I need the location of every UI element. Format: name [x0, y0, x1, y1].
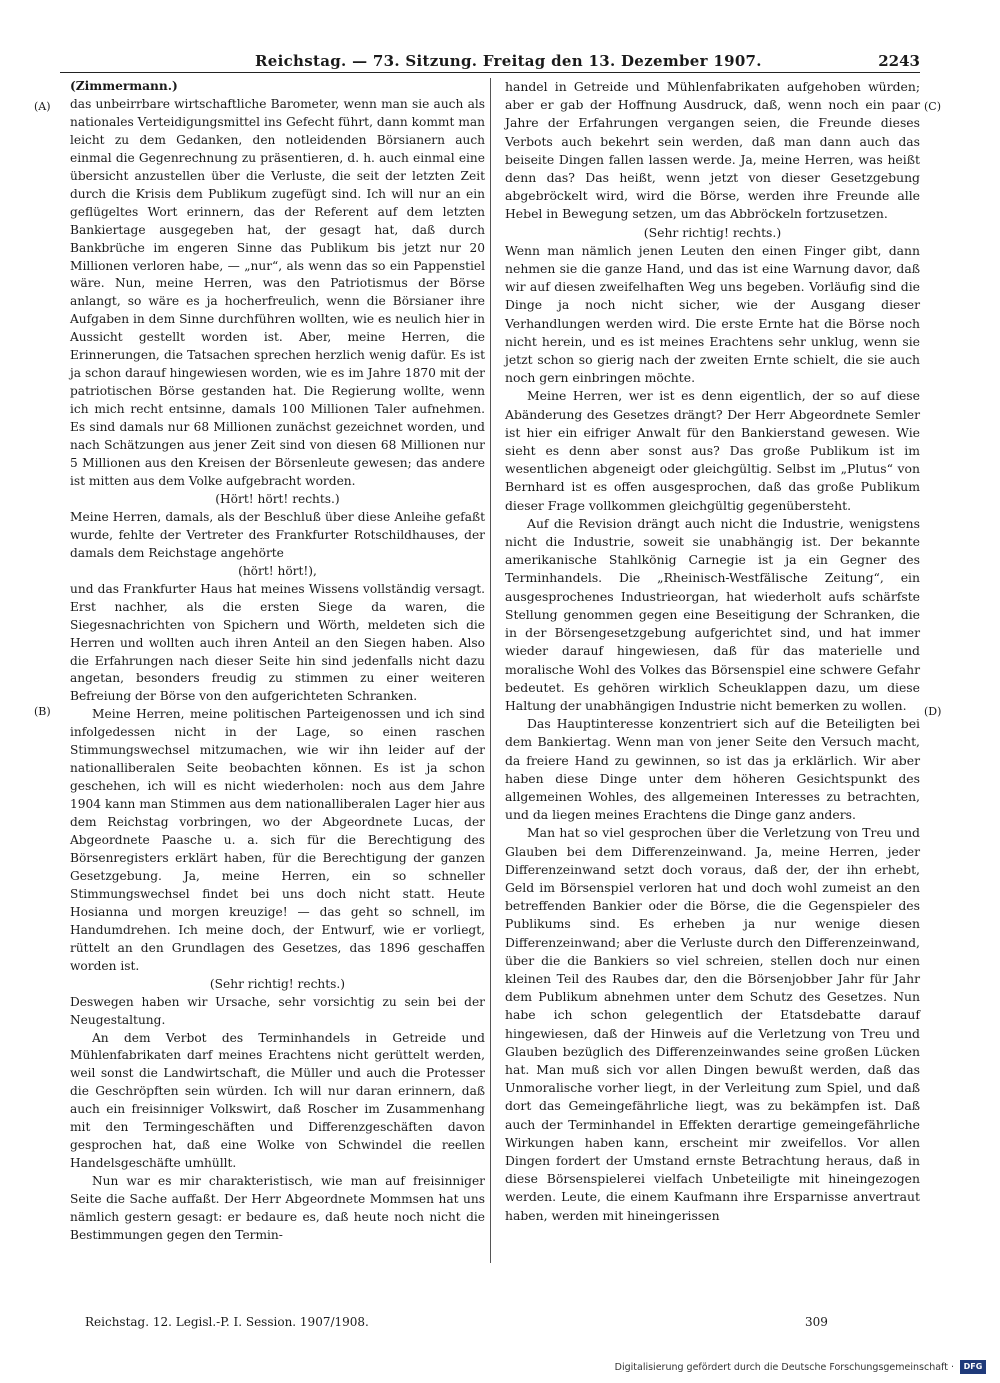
paragraph: das unbeirrbare wirtschaftliche Barometer, wenn man sie auch als nationales Verteidigungsmittel ins Gefecht führt, dann kommt man leicht zu dem Gedanken, den notleidenden Börsianern auch einmal die Gegenrechnung zu präsentieren, d. h. auch einmal eine übersicht anzustellen über die Verluste, die seit der letzten Zeit durch die Krisis dem Publikum zugefügt sind. Ich will nur an ein geflügeltes Wort erinnern, das der Referent auf dem letzten Bankiertage ausgegeben hat, der gesagt hat, daß durch Bankbrüche im engeren Sinne das Publikum bis jetzt nur 20 Millionen verloren habe, — „nur“, als wenn das so ein Pappenstiel wäre. Nun, meine Herren, was den Patriotismus der Börse anlangt, so wäre es ja hocherfreulich, wenn die Börsianer ihre Aufgaben in dem Sinne durchführen wollten, wie es neulich hier in Aussicht gestellt worden ist. Aber, meine Herren, die Erinnerungen, die Tatsachen sprechen herzlich wenig dafür. Es ist ja schon darauf hingewiesen worden, wie es im Jahre 1870 mit der patriotischen Börse gestanden hat. Die Regierung wollte, wenn ich mich recht entsinne, damals 100 Millionen Taler aufnehmen. Es sind damals nur 68 Millionen zunächst gezeichnet worden, und nach Schätzungen aus jener Zeit sind von diesen 68 Millionen nur 5 Millionen aus den Kreisen der Börsenleute gewesen; das andere ist mitten aus dem Volke aufgebracht worden. [70, 96, 485, 488]
header-page-number: 2243 [878, 52, 920, 70]
credit-text: Digitalisierung gefördert durch die Deutsche Forschungsgemeinschaft · [614, 1362, 954, 1373]
paragraph: Meine Herren, meine politischen Parteigenossen und ich sind infolgedessen nicht in der Lage, so einen raschen Stimmungswechsel mitzumachen, wie wir ihn leider auf der nationalliberalen Seite beobachten können. Es ist ja schon geschehen, ich will es nicht wiederholen: noch aus dem Jahre 1904 kann man Stimmen aus dem nationalliberalen Lager hier aus dem Reichstag vorbringen, wo der Abgeordnete Lucas, der Abgeordnete Paasche u. a. sich für die Berechtigung des Börsenregisters erklärt haben, für die Berechtigung der ganzen Gesetzgebung. Ja, meine Herren, ein so schneller Stimmungswechsel findet bei uns doch nicht statt. Heute Hosianna und morgen kreuzige! — das geht so schnell, im Handumdrehen. Ich meine doch, der Entwurf, wie er vorliegt, rüttelt an den Grundlagen des Gesetzes, das 1896 geschaffen worden ist. [70, 707, 485, 973]
paragraph: Meine Herren, damals, als der Beschluß über diese Anleihe gefaßt wurde, fehlte der Vertreter des Frankfurter Rotschildhauses, der damals dem Reichstage angehörte [70, 509, 485, 560]
header-title: Reichstag. — 73. Sitzung. Freitag den 13. Dezember 1907. [255, 52, 762, 70]
footer-sheet-number: 309 [805, 1315, 828, 1329]
paragraph: Nun war es mir charakteristisch, wie man auf freisinniger Seite die Sache auffaßt. Der Herr Abgeordnete Mommsen hat uns nämlich gestern gesagt: er bedaure es, daß heute noch nicht die Bestimmungen gegen den Termin- [70, 1174, 485, 1242]
margin-marker-a: (A) [34, 100, 51, 113]
paragraph: Wenn man nämlich jenen Leuten den einen Finger gibt, dann nehmen sie die ganze Hand, und das ist eine Warnung davor, daß wir auf diesen zweifelhaften Weg uns begeben. Vorläufig sind die Dinge ja noch nicht sicher, wie der Ausgang dieser Verhandlungen werden wird. Die erste Ernte hat die Börse noch nicht herein, und es ist meines Erachtens sehr unklug, wenn sie jetzt schon so gierig nach der zweiten Ernte schielt, die sie auch noch gern einbringen möchte. [505, 242, 920, 386]
interjection: (hört! hört!), [238, 563, 317, 578]
speaker-name: (Zimmermann.) [70, 79, 178, 93]
paragraph: handel in Getreide und Mühlenfabrikaten aufgehoben würden; aber er gab der Hoffnung Ausdruck, daß, wenn noch ein paar Jahre der Erfahrungen vergangen seien, die Freunde dieses Verbots auch bekehrt sein werden, daß man dann auch das beiseite Dingen fallen lassen werde. Ja, meine Herren, was heißt denn das? Das heißt, wenn jetzt von dieser Gesetzgebung abgebröckelt wird, wird die Börse, werden ihre Freunde alle Hebel in Bewegung setzen, um das Abbröckeln fortzusetzen. [505, 79, 920, 222]
paragraph: Meine Herren, wer ist es denn eigentlich, der so auf diese Abänderung des Gesetzes drängt? Der Herr Abgeordnete Semler ist hier ein eifriger Anwalt für den Bankierstand gewesen. Wie sieht es denn aber sonst aus? Das große Publikum ist im wesentlichen abgeneigt oder gleichgültig. Selbst im „Plutus“ von Bernhard ist es offen ausgesprochen, daß das große Publikum dieser Frage vollkommen gleichgültig gegenübersteht. [505, 388, 920, 513]
page-header [60, 50, 920, 72]
margin-marker-b: (B) [34, 705, 51, 718]
right-column [505, 78, 920, 1225]
header-rule [60, 72, 920, 73]
paragraph: Auf die Revision drängt auch nicht die Industrie, wenigstens nicht die Industrie, soweit sie unabhängig ist. Der bekannte amerikanische Stahlkönig Carnegie ist ja ein Gegner des Terminhandels. Die „Rheinisch-Westfälische Zeitung“, ein ausgesprochenes Industrieorgan, hat wiederholt aufs schärfste Stellung genommen gegen eine Beseitigung der Schranken, die in der Börsengesetzgebung aufgerichtet sind, und hat immer wieder darauf hingewiesen, daß für das materielle und moralische Wohl des Volkes das Börsenspiel eine schwere Gefahr bedeutet. Es gehören wirklich Scheuklappen dazu, um diese Haltung der unabhängigen Industrie nicht bemerken zu wollen. [505, 515, 920, 713]
paragraph: Das Hauptinteresse konzentriert sich auf die Beteiligten bei dem Bankiertag. Wenn man von jener Seite den Versuch macht, da freiere Hand zu gewinnen, so ist das ja erklärlich. Wir aber haben diese Dinge unter dem höheren Gesichtspunkt des allgemeinen Wohles, des allgemeinen Interesses zu betrachten, und da liegen meines Erachtens die Dinge ganz anders. [505, 716, 920, 823]
column-divider [490, 78, 491, 1263]
digitization-credit [596, 1361, 986, 1375]
paragraph: und das Frankfurter Haus hat meines Wissens vollständig versagt. Erst nachher, als die ersten Siege da waren, die Siegesnachrichten von Spichern und Wörth, meldeten sich die Herren und wollten auch ihren Anteil an den Siegen haben. Also die Erfahrungen nach dieser Seite hin sind jedenfalls nicht dazu angetan, besonders freudig zu stimmen zu einer weiteren Befreiung der Börse von den aufgerichteten Schranken. [70, 581, 485, 704]
paragraph: Deswegen haben wir Ursache, sehr vorsichtig zu sein bei der Neugestaltung. [70, 994, 485, 1027]
paragraph: An dem Verbot des Terminhandels in Getreide und Mühlenfabrikaten darf meines Erachtens nicht gerüttelt werden, weil sonst die Landwirtschaft, die Müller und auch die Protesser die Geschröpften sein würden. Ich will nur daran erinnern, daß auch ein freisinniger Volkswirt, daß Roscher im Zusammenhang mit den Termingeschäften und Differenzgeschäften davon gesprochen hat, daß eine Wolke von Schwindel die reellen Handelsgeschäfte umhüllt. [70, 1030, 485, 1171]
dfg-logo-icon: DFG [960, 1360, 986, 1374]
document-page [34, 50, 942, 1330]
margin-marker-c: (C) [924, 100, 941, 113]
interjection: (Hört! hört! rechts.) [215, 491, 340, 506]
interjection: (Sehr richtig! rechts.) [643, 224, 782, 240]
margin-marker-d: (D) [924, 705, 942, 718]
interjection: (Sehr richtig! rechts.) [209, 976, 346, 991]
paragraph: Man hat so viel gesprochen über die Verletzung von Treu und Glauben bei dem Differenzeinwand. Ja, meine Herren, jeder Differenzeinwand setzt doch voraus, daß der, der ihn erhebt, Geld im Börsenspiel verloren hat und doch wohl zumeist an den betreffenden Bankier oder die Börse, die die Gegenspieler des Publikums sind. Es erheben ja nur wenige diesen Differenzeinwand; aber die Verluste durch den Differenzeinwand, über die die Bankiers so viel schreien, stellen doch nur einen kleinen Teil des Raubes dar, den die Börsenjobber Jahr für Jahr dem Publikum abnehmen unter dem Schutz des Gesetzes. Nun habe ich schon gelegentlich der Etatsdebatte darauf hingewiesen, daß der Hinweis auf die Verletzung von Treu und Glauben bezüglich des Differenzeinwandes seine großen Lücken hat. Man muß sich vor allen Dingen bewußt werden, daß das Unmoralische vorher liegt, in der Verleitung zum Spiel, und daß dort das Gemeingefährliche liegt, was zu bekämpfen ist. Daß auch der Terminhandel in Effekten derartige gemeingefährliche Wirkungen haben kann, erscheint mir zweifellos. Vor allen Dingen fordert der Umstand ernste Betrachtung heraus, daß in diese Börsenspielerei vielfach Unbeteiligte mit hineingezogen werden. Leute, die einem Kaufmann ihre Ersparnisse anvertraut haben, werden mit hineingerissen [505, 825, 920, 1223]
left-column [70, 78, 485, 1245]
footer-session: Reichstag. 12. Legisl.-P. I. Session. 1907/1908. [85, 1315, 369, 1329]
